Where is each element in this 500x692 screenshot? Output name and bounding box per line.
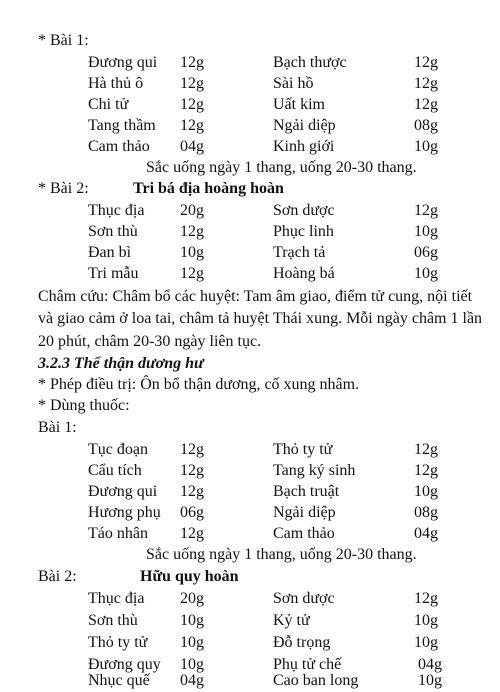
herb-dose: 10g (414, 612, 438, 629)
herb-name: Tang thầm (88, 117, 156, 134)
herb-dose: 12g (180, 96, 204, 113)
herb-name: Uất kim (273, 96, 325, 113)
herb-name: Hương phụ (88, 504, 161, 521)
herb-dose: 12g (180, 54, 204, 71)
formula-name: Tri bá địa hoàng hoàn (133, 180, 284, 197)
herb-name: Sơn dược (273, 202, 335, 219)
herb-name: Sài hồ (273, 75, 314, 92)
herb-dose: 12g (414, 54, 438, 71)
herb-name: Ngải diệp (273, 504, 336, 521)
herb-name: Thục địa (88, 202, 145, 219)
herb-name: Phụ tử chế (273, 656, 342, 673)
herb-dose: 12g (180, 75, 204, 92)
herb-dose: 12g (414, 202, 438, 219)
herb-dose: 06g (180, 504, 204, 521)
herb-dose: 10g (414, 483, 438, 500)
herb-name: Đương qui (88, 483, 158, 500)
herb-name: Cao ban long (273, 672, 359, 689)
herb-dose: 12g (180, 525, 204, 542)
herb-name: Cẩu tích (88, 462, 142, 479)
herb-name: Kỷ tử (273, 612, 310, 629)
herb-name: Ngải diệp (273, 117, 336, 134)
herb-dose: 04g (180, 672, 204, 689)
herb-name: Thỏ ty tử (273, 441, 333, 458)
heading-bai-2: * Bài 2: (38, 180, 89, 197)
herb-dose: 04g (418, 656, 442, 673)
herb-dose: 10g (180, 244, 204, 261)
herb-dose: 10g (414, 223, 438, 240)
herb-name: Nhục quế (88, 672, 150, 689)
herb-dose: 06g (414, 244, 438, 261)
herb-dose: 12g (414, 590, 438, 607)
herb-dose: 20g (180, 202, 204, 219)
herb-dose: 12g (414, 75, 438, 92)
herb-dose: 20g (180, 590, 204, 607)
herb-dose: 08g (414, 504, 438, 521)
herb-dose: 10g (180, 634, 204, 651)
herb-dose: 10g (414, 265, 438, 282)
herb-name: Cam thảo (88, 138, 150, 155)
heading-bai-1: Bài 1: (38, 419, 77, 436)
herb-dose: 12g (180, 223, 204, 240)
herb-name: Hà thủ ô (88, 75, 144, 92)
herb-dose: 12g (180, 441, 204, 458)
herb-dose: 12g (180, 117, 204, 134)
herb-dose: 10g (418, 672, 442, 689)
treatment-method: * Phép điều trị: Ôn bổ thận dương, cố xung nhâm. (38, 376, 360, 393)
herb-name: Cam thảo (273, 525, 335, 542)
herb-dose: 08g (414, 117, 438, 134)
herb-name: Táo nhân (88, 525, 148, 542)
herb-name: Sơn thù (88, 612, 138, 629)
herb-name: Sơn dược (273, 590, 335, 607)
herb-name: Bạch truật (273, 483, 340, 500)
herb-name: Bạch thược (273, 54, 347, 71)
decoction-note: Sắc uống ngày 1 thang, uống 20-30 thang. (146, 546, 417, 563)
herb-dose: 12g (180, 265, 204, 282)
herb-dose: 12g (414, 96, 438, 113)
herb-name: Sơn thù (88, 223, 138, 240)
herb-dose: 10g (180, 612, 204, 629)
herb-name: Thỏ ty tử (88, 634, 148, 651)
herb-name: Đỗ trọng (273, 634, 331, 651)
herb-name: Trạch tả (273, 244, 326, 261)
herb-name: Đương quy (88, 656, 161, 673)
herb-name: Đương qui (88, 54, 158, 71)
herb-dose: 10g (414, 138, 438, 155)
acupuncture-paragraph: Châm cứu: Châm bổ các huyệt: Tam âm giao, điểm tử cung, nội tiết và giao cảm ở loa tai, châm tả huyệt Thái xung. Mỗi ngày châm 1 lần 20 phút, châm 20-30 ngày liên tục. (38, 288, 483, 350)
medicine-label: * Dùng thuốc: (38, 397, 130, 414)
section-title: 3.2.3 Thể thận dương hư (38, 355, 204, 372)
herb-name: Tục đoạn (88, 441, 148, 458)
formula-name: Hữu quy hoàn (140, 568, 239, 585)
herb-dose: 12g (180, 462, 204, 479)
herb-dose: 10g (414, 634, 438, 651)
herb-name: Thục địa (88, 590, 145, 607)
herb-name: Phục linh (273, 223, 334, 240)
herb-name: Tri mẫu (88, 265, 139, 282)
herb-dose: 04g (414, 525, 438, 542)
herb-dose: 04g (180, 138, 204, 155)
herb-name: Kinh giới (273, 138, 335, 155)
herb-dose: 12g (180, 483, 204, 500)
heading-bai-1: * Bài 1: (38, 32, 89, 49)
heading-bai-2: Bài 2: (38, 568, 77, 585)
herb-dose: 10g (180, 656, 204, 673)
decoction-note: Sắc uống ngày 1 thang, uống 20-30 thang. (146, 159, 417, 176)
herb-name: Hoàng bá (273, 265, 335, 282)
herb-name: Đan bì (88, 244, 132, 261)
herb-name: Tang ký sinh (273, 462, 356, 479)
herb-name: Chi tử (88, 96, 129, 113)
herb-dose: 12g (414, 441, 438, 458)
herb-dose: 12g (414, 462, 438, 479)
